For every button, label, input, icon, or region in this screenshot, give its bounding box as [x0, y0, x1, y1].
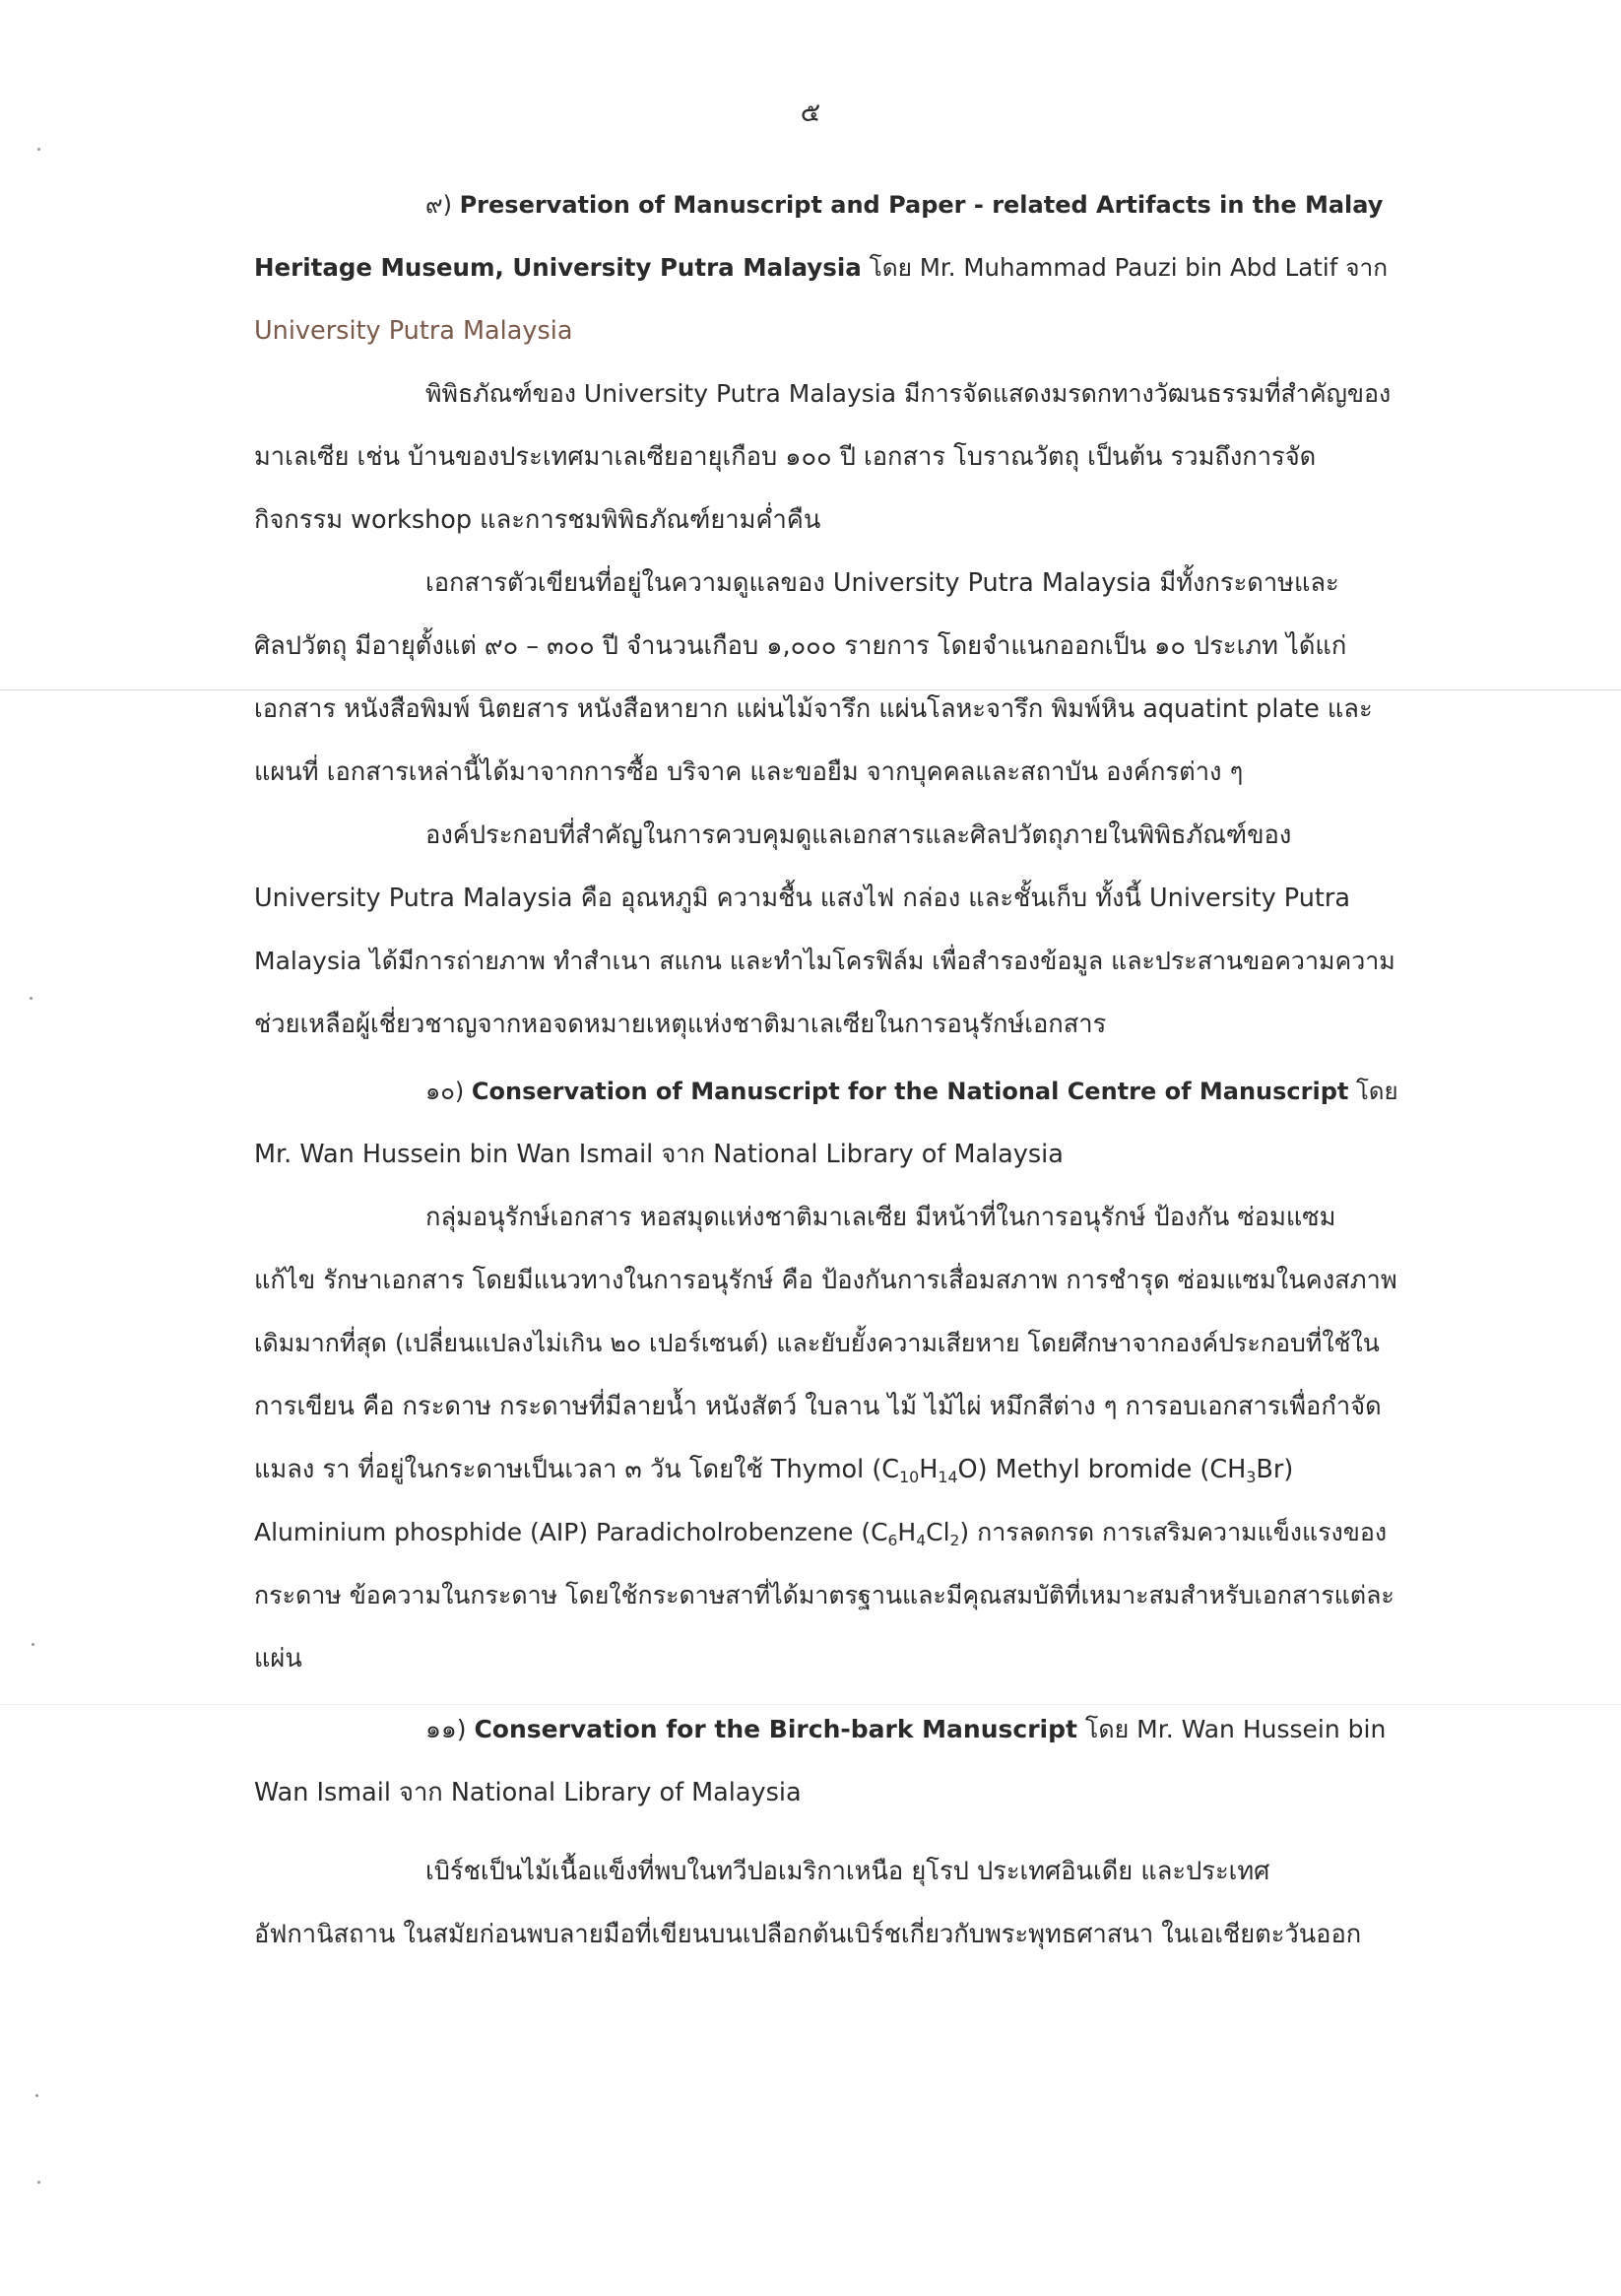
page-number: ๕	[800, 98, 821, 128]
organization: University Putra Malaysia	[254, 316, 573, 346]
paragraph-line: เอกสารตัวเขียนที่อยู่ในความดูแลของ University Putra Malaysia มีทั้งกระดาษและ	[425, 568, 1339, 598]
paragraph-line: เดิมมากที่สุด (เปลี่ยนแปลงไม่เกิน ๒๐ เปอร์เซนต์) และยับยั้งความเสียหาย โดยศึกษาจากองค์ประกอบที่ใช้ใน	[254, 1329, 1380, 1357]
speaker-line: Mr. Wan Hussein bin Wan Ismail จาก National Library of Malaysia	[254, 1140, 1064, 1169]
paragraph-line: แผนที่ เอกสารเหล่านี้ได้มาจากการซื้อ บริจาค และขอยืม จากบุคคลและสถาบัน องค์กรต่าง ๆ	[254, 757, 1244, 787]
text-run: H	[919, 1455, 939, 1484]
speaker-line: Wan Ismail จาก National Library of Malaysia	[254, 1778, 802, 1807]
subscript: 4	[916, 1531, 927, 1549]
scan-line	[0, 1704, 1621, 1705]
scan-speck	[30, 997, 32, 1000]
paragraph-line: พิพิธภัณฑ์ของ University Putra Malaysia มีการจัดแสดงมรดกทางวัฒนธรรมที่สำคัญของ	[425, 379, 1392, 408]
paragraph-line: ศิลปวัตถุ มีอายุตั้งแต่ ๙๐ – ๓๐๐ ปี จำนวนเกือบ ๑,๐๐๐ รายการ โดยจำแนกออกเป็น ๑๐ ประเภท ได้แก่	[254, 631, 1347, 661]
paragraph-line: University Putra Malaysia คือ อุณหภูมิ ความชื้น แสงไฟ กล่อง และชั้นเก็บ ทั้งนี้ University Putra	[254, 884, 1350, 913]
paragraph-line: กระดาษ ข้อความในกระดาษ โดยใช้กระดาษสาที่ได้มาตรฐานและมีคุณสมบัติที่เหมาะสมสำหรับเอกสารแต่ละ	[254, 1581, 1394, 1609]
scan-speck	[37, 2181, 40, 2184]
paragraph-line: ช่วยเหลือผู้เชี่ยวชาญจากหอจดหมายเหตุแห่งชาติมาเลเซียในการอนุรักษ์เอกสาร	[254, 1010, 1107, 1039]
section-9-heading-cont	[254, 250, 1388, 286]
paragraph-line: Malaysia ได้มีการถ่ายภาพ ทำสำเนา สแกน และทำไมโครฟิล์ม เพื่อสำรองข้อมูล และประสานขอความความ	[254, 947, 1395, 975]
subscript: 10	[899, 1467, 920, 1486]
section-number: ๑๐)	[425, 1078, 472, 1105]
text-run: ) การลดกรด การเสริมความแข็งแรงของ	[959, 1518, 1388, 1546]
section-title: Heritage Museum, University Putra Malaysia	[254, 253, 862, 282]
paragraph-line: มาเลเซีย เช่น บ้านของประเทศมาเลเซียอายุเกือบ ๑๐๐ ปี เอกสาร โบราณวัตถุ เป็นต้น รวมถึงการจัด	[254, 442, 1317, 472]
text-run: Br)	[1256, 1455, 1294, 1484]
paragraph-line: เอกสาร หนังสือพิมพ์ นิตยสาร หนังสือหายาก แผ่นไม้จารึก แผ่นโลหะจารึก พิมพ์หิน aquatint plate และ	[254, 694, 1373, 724]
section-title: Conservation for the Birch-bark Manuscript	[474, 1715, 1077, 1743]
paragraph-line-chemicals	[254, 1515, 1387, 1550]
subscript: 14	[938, 1467, 958, 1486]
scan-line	[0, 689, 1621, 690]
text-run: แมลง รา ที่อยู่ในกระดาษเป็นเวลา ๓ วัน โดยใช้ Thymol (C	[254, 1455, 900, 1484]
section-10-heading	[425, 1074, 1398, 1109]
subscript: 3	[1246, 1467, 1257, 1486]
scan-speck	[37, 148, 40, 151]
speaker: โดย Mr. Wan Hussein bin	[1076, 1715, 1387, 1743]
section-title: Conservation of Manuscript for the National Centre of Manuscript	[471, 1078, 1349, 1105]
scan-speck	[32, 1643, 34, 1646]
paragraph-line: กลุ่มอนุรักษ์เอกสาร หอสมุดแห่งชาติมาเลเซีย มีหน้าที่ในการอนุรักษ์ ป้องกัน ซ่อมแซม	[425, 1203, 1336, 1232]
scan-speck	[35, 2094, 38, 2097]
section-number: ๙)	[425, 191, 460, 219]
text-run: Aluminium phosphide (AIP) Paradicholrobenzene (C	[254, 1518, 888, 1546]
paragraph-line: แผ่น	[254, 1644, 302, 1673]
section-number: ๑๑)	[425, 1715, 475, 1743]
paragraph-line: องค์ประกอบที่สำคัญในการควบคุมดูแลเอกสารและศิลปวัตถุภายในพิพิธภัณฑ์ของ	[425, 820, 1292, 850]
speaker: โดย Mr. Muhammad Pauzi bin Abd Latif จาก	[861, 253, 1389, 282]
text-run: Cl	[926, 1518, 950, 1546]
subscript: 2	[949, 1531, 960, 1549]
paragraph-line: แก้ไข รักษาเอกสาร โดยมีแนวทางในการอนุรักษ์ คือ ป้องกันการเสื่อมสภาพ การชำรุด ซ่อมแซมในคงสภาพ	[254, 1266, 1397, 1295]
paragraph-line: เบิร์ชเป็นไม้เนื้อแข็งที่พบในทวีปอเมริกาเหนือ ยุโรป ประเทศอินเดีย และประเทศ	[425, 1857, 1270, 1886]
subscript: 6	[887, 1531, 898, 1549]
paragraph-line-chemicals	[254, 1452, 1293, 1487]
paragraph-line: กิจกรรม workshop และการชมพิพิธภัณฑ์ยามค่ำคืน	[254, 505, 821, 535]
speaker: โดย	[1348, 1078, 1398, 1105]
text-run: O) Methyl bromide (CH	[957, 1455, 1247, 1484]
paragraph-line: การเขียน คือ กระดาษ กระดาษที่มีลายน้ำ หนังสัตว์ ใบลาน ไม้ ไม้ไผ่ หมึกสีต่าง ๆ การอบเอกสารเพื่อกำจัด	[254, 1392, 1382, 1421]
section-title: Preservation of Manuscript and Paper - related Artifacts in the Malay	[459, 191, 1384, 219]
section-9-heading	[425, 187, 1383, 223]
paragraph-line: อัฟกานิสถาน ในสมัยก่อนพบลายมือที่เขียนบนเปลือกต้นเบิร์ชเกี่ยวกับพระพุทธศาสนา ในเอเชียตะวันออก	[254, 1920, 1362, 1949]
text-run: H	[897, 1518, 917, 1546]
section-11-heading	[425, 1712, 1386, 1747]
